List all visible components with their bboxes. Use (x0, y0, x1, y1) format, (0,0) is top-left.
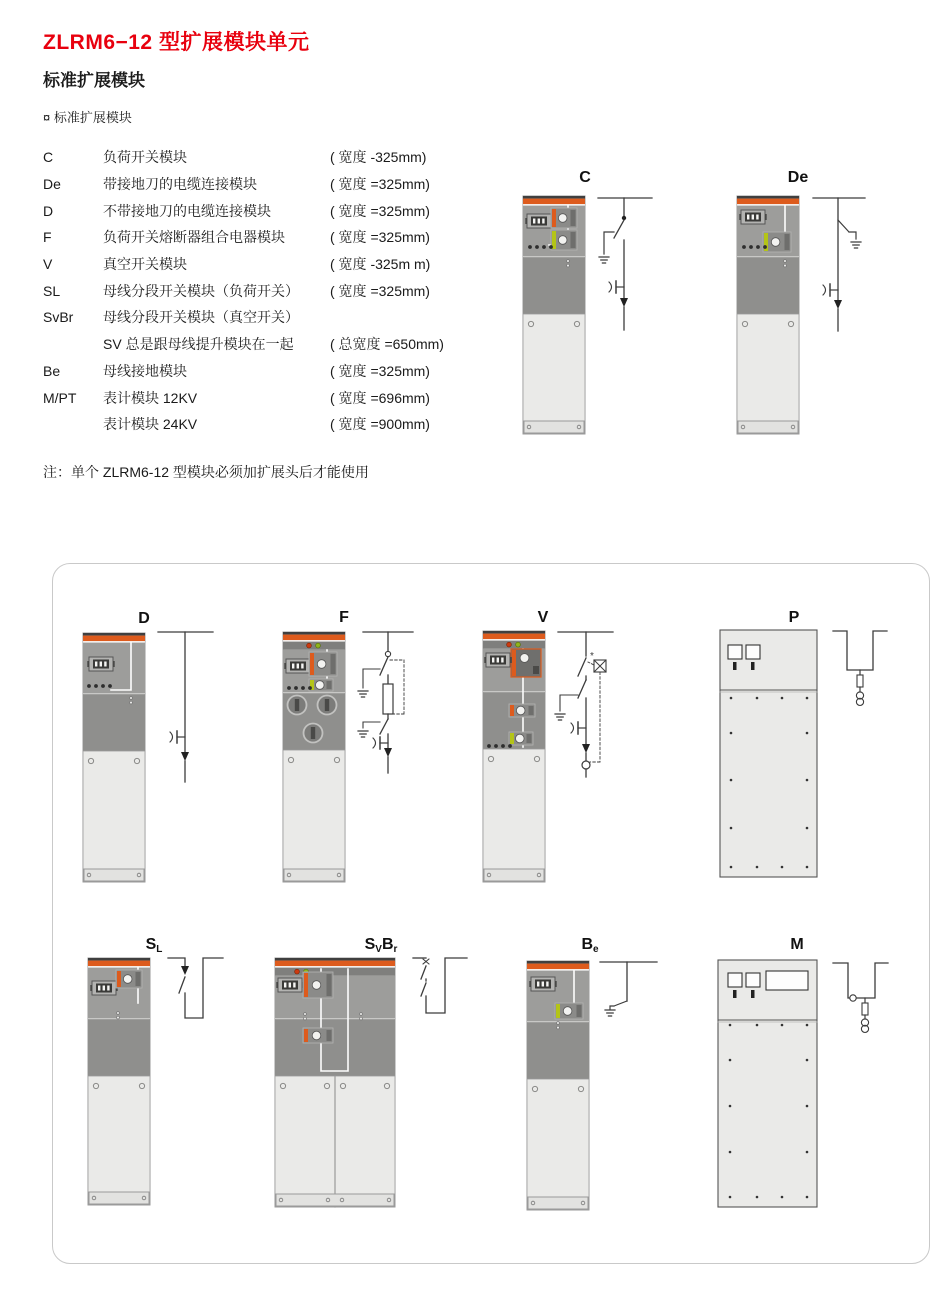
module-desc: 表计模块 24KV (103, 416, 198, 433)
module-figure-Be (513, 923, 678, 1228)
svg-text:*: * (590, 651, 594, 662)
module-list-row (43, 197, 483, 224)
module-width: ( 宽度 =325mm) (330, 362, 430, 379)
module-width: ( 宽度 =325mm) (330, 282, 430, 299)
module-label-Be: Be (581, 936, 599, 955)
module-figure-D (73, 598, 238, 900)
module-desc: 母线分段开关模块（负荷开关） (103, 282, 299, 299)
module-list-row (43, 224, 483, 251)
module-code: V (43, 256, 53, 273)
module-code: SvBr (43, 309, 74, 326)
module-figure-De (722, 158, 904, 450)
module-label-C: C (579, 169, 591, 186)
module-desc: 母线接地模块 (103, 362, 187, 379)
module-label-F: F (339, 609, 349, 626)
module-figure-svg-M (703, 923, 900, 1228)
module-width: ( 宽度 -325m m) (330, 256, 431, 273)
module-figure-svg-SL (76, 923, 241, 1228)
module-label-D: D (138, 610, 150, 627)
module-list (43, 144, 483, 438)
module-figure-svg-F (268, 598, 433, 900)
module-label-M: M (790, 936, 804, 953)
module-desc: 带接地刀的电缆连接模块 (103, 176, 257, 193)
module-desc: 负荷开关熔断器组合电器模块 (103, 229, 285, 246)
module-figure-P (703, 598, 900, 900)
module-code: De (43, 176, 61, 193)
module-figure-V (468, 598, 633, 900)
module-list-row (43, 358, 483, 385)
module-figure-svg-De (722, 158, 904, 450)
module-list-row (43, 331, 483, 358)
module-label-SvBr: SVBr (364, 936, 398, 955)
module-width: ( 宽度 =900mm) (330, 416, 430, 433)
module-label-SL: SL (145, 936, 163, 955)
module-label-De: De (787, 169, 809, 186)
module-list-row (43, 384, 483, 411)
module-code: C (43, 149, 54, 166)
module-list-row (43, 277, 483, 304)
module-label-V: V (537, 609, 549, 626)
page-title: ZLRM6−12 型扩展模块单元 (43, 31, 310, 54)
bullet-line: ¤ 标准扩展模块 (43, 110, 132, 125)
module-width: ( 宽度 =325mm) (330, 202, 430, 219)
section-title: 标准扩展模块 (43, 71, 145, 90)
module-figure-svg-SvBr (263, 923, 478, 1228)
module-width: ( 宽度 =325mm) (330, 229, 430, 246)
module-figure-svg-V (468, 598, 633, 900)
module-code: Be (43, 362, 61, 379)
note-line: 注：单个 ZLRM6-12 型模块必须加扩展头后才能使用 (43, 464, 369, 480)
module-code: D (43, 202, 54, 219)
module-desc: 母线分段开关模块（真空开关） (103, 309, 299, 326)
module-list-row (43, 144, 483, 171)
module-list-row (43, 304, 483, 331)
module-figure-svg-C (505, 158, 687, 450)
module-width: ( 宽度 -325mm) (330, 149, 427, 166)
module-figure-SL (76, 923, 241, 1228)
module-figure-C (505, 158, 687, 450)
module-list-row (43, 171, 483, 198)
module-figure-svg-D (73, 598, 238, 900)
module-width: ( 宽度 =696mm) (330, 389, 430, 406)
module-code: M/PT (43, 389, 77, 406)
module-label-P: P (788, 609, 800, 626)
module-width: ( 总宽度 =650mm) (330, 336, 444, 353)
module-desc: 负荷开关模块 (103, 149, 187, 166)
module-figure-M (703, 923, 900, 1228)
module-code: SL (43, 282, 61, 299)
module-code: F (43, 229, 52, 246)
module-width: ( 宽度 =325mm) (330, 176, 430, 193)
module-desc: 真空开关模块 (103, 256, 187, 273)
module-figure-F (268, 598, 433, 900)
module-desc: 不带接地刀的电缆连接模块 (103, 202, 271, 219)
module-list-row (43, 251, 483, 278)
module-figure-svg-Be (513, 923, 678, 1228)
module-figure-SvBr (263, 923, 478, 1228)
module-desc: SV 总是跟母线提升模块在一起 (103, 336, 294, 353)
module-figure-svg-P (703, 598, 900, 900)
module-desc: 表计模块 12KV (103, 389, 198, 406)
module-list-row (43, 411, 483, 438)
